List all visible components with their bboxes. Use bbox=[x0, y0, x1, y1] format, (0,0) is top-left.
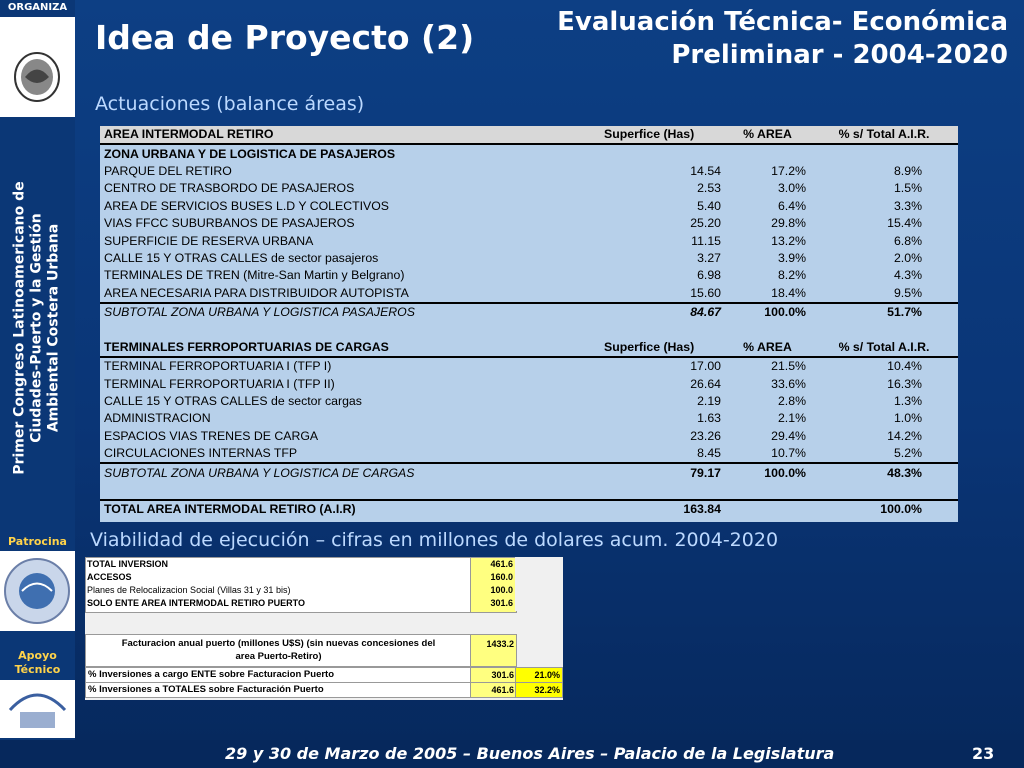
row-surface: 2.53 bbox=[697, 181, 721, 196]
group-row bbox=[100, 144, 958, 162]
subtotal-pct: 100.0% bbox=[725, 463, 810, 481]
support-logo-icon bbox=[0, 680, 75, 738]
row-pct-total: 14.2% bbox=[887, 428, 922, 443]
row-label: TERMINALES DE TREN (Mitre-San Martin y Belgrano) bbox=[104, 268, 405, 283]
row-pct-total: 5.2% bbox=[893, 446, 922, 461]
factura-label-line-1: Facturacion anual puerto (millones U$S) (sin nuevas concesiones del bbox=[121, 638, 436, 649]
row-surface: 3.27 bbox=[697, 250, 721, 265]
pct-base-value: 461.6 bbox=[491, 685, 514, 695]
total-surface: 163.84 bbox=[600, 500, 725, 518]
table-row bbox=[100, 445, 958, 463]
table-row bbox=[100, 180, 958, 197]
row-pct-area: 3.9% bbox=[777, 250, 806, 265]
row-pct-total: 6.8% bbox=[893, 233, 922, 248]
pct-label: % Inversiones a cargo ENTE sobre Facturacion Puerto bbox=[88, 669, 335, 680]
header-cell: % AREA bbox=[725, 339, 810, 357]
header-cell: TERMINALES FERROPORTUARIAS DE CARGAS bbox=[100, 339, 600, 357]
pct-base-box bbox=[470, 682, 517, 698]
subtotal-row bbox=[100, 463, 958, 481]
row-pct-area: 2.8% bbox=[777, 394, 806, 409]
viability-row bbox=[85, 584, 515, 597]
row-label: AREA DE SERVICIOS BUSES L.D Y COLECTIVOS bbox=[104, 198, 389, 213]
row-pct-total: 1.3% bbox=[893, 394, 922, 409]
sidebar bbox=[0, 0, 75, 768]
organizer-seal-icon bbox=[0, 17, 75, 117]
row-pct-area: 10.7% bbox=[771, 446, 806, 461]
congreso-title bbox=[2, 140, 72, 515]
factura-value: 1433.2 bbox=[486, 639, 514, 649]
row-pct-total: 9.5% bbox=[893, 285, 922, 300]
header-cell: AREA INTERMODAL RETIRO bbox=[100, 126, 600, 144]
row-pct-area: 17.2% bbox=[771, 163, 806, 178]
header-cell: % s/ Total A.I.R. bbox=[810, 339, 958, 357]
row-pct-area: 29.4% bbox=[771, 428, 806, 443]
table-row bbox=[100, 267, 958, 284]
header-cell: Superfice (Has) bbox=[600, 339, 725, 357]
row-label: AREA NECESARIA PARA DISTRIBUIDOR AUTOPISTA bbox=[104, 285, 409, 300]
sponsor-globe-icon bbox=[0, 551, 75, 631]
subtotal-pct: 100.0% bbox=[725, 303, 810, 321]
total-label: TOTAL AREA INTERMODAL RETIRO (A.I.R) bbox=[100, 500, 600, 518]
viability-label: Planes de Relocalizacion Social (Villas 31 y 31 bis) bbox=[87, 585, 291, 595]
row-pct-area: 13.2% bbox=[771, 233, 806, 248]
row-surface: 14.54 bbox=[690, 163, 721, 178]
organiza-logo-box bbox=[0, 17, 75, 117]
table-row bbox=[100, 232, 958, 249]
viability-panel bbox=[85, 557, 563, 700]
row-surface: 23.26 bbox=[690, 428, 721, 443]
row-label: ESPACIOS VIAS TRENES DE CARGA bbox=[104, 428, 319, 443]
subtotal-label: SUBTOTAL ZONA URBANA Y LOGISTICA PASAJEROS bbox=[100, 303, 600, 321]
factura-label bbox=[86, 637, 471, 663]
row-pct-area: 33.6% bbox=[771, 376, 806, 391]
row-label: TERMINAL FERROPORTUARIA I (TFP I) bbox=[104, 359, 332, 374]
row-surface: 26.64 bbox=[690, 376, 721, 391]
row-pct-area: 18.4% bbox=[771, 285, 806, 300]
subtotal-total-pct: 48.3% bbox=[810, 463, 958, 481]
subtotal-surface: 84.67 bbox=[600, 303, 725, 321]
subtotal-row bbox=[100, 303, 958, 321]
row-label: SUPERFICIE DE RESERVA URBANA bbox=[104, 233, 314, 248]
row-surface: 8.45 bbox=[697, 446, 721, 461]
viability-value: 160.0 bbox=[490, 572, 513, 582]
page-number: 23 bbox=[972, 744, 995, 763]
row-pct-total: 3.3% bbox=[893, 198, 922, 213]
row-surface: 2.19 bbox=[697, 394, 721, 409]
section-viabilidad-title: Viabilidad de ejecución – cifras en millones de dolares acum. 2004-2020 bbox=[90, 529, 779, 551]
congreso-line-2: Ciudades-Puerto y la Gestión bbox=[28, 212, 45, 443]
viability-value: 100.0 bbox=[490, 585, 513, 595]
table-header-row bbox=[100, 126, 958, 144]
section-actuaciones-title: Actuaciones (balance áreas) bbox=[95, 93, 365, 115]
row-label: TERMINAL FERROPORTUARIA I (TFP II) bbox=[104, 376, 335, 391]
row-surface: 17.00 bbox=[690, 359, 721, 374]
row-pct-total: 15.4% bbox=[887, 216, 922, 231]
group-label: ZONA URBANA Y DE LOGISTICA DE PASAJEROS bbox=[104, 146, 396, 161]
row-surface: 6.98 bbox=[697, 268, 721, 283]
viability-empty-col bbox=[515, 557, 561, 611]
table-row bbox=[100, 428, 958, 445]
row-surface: 1.63 bbox=[697, 411, 721, 426]
evaluation-line-1: Evaluación Técnica- Económica bbox=[557, 7, 1008, 37]
pct-result-value: 32.2% bbox=[534, 685, 560, 695]
total-row bbox=[100, 500, 958, 518]
patrocina-label: Patrocina bbox=[8, 535, 67, 548]
pct-label: % Inversiones a TOTALES sobre Facturación Puerto bbox=[88, 684, 324, 695]
table-row bbox=[100, 215, 958, 232]
viability-value: 461.6 bbox=[490, 559, 513, 569]
row-pct-area: 29.8% bbox=[771, 216, 806, 231]
table-row bbox=[100, 250, 958, 267]
table-header-row bbox=[100, 339, 958, 357]
viability-row bbox=[85, 597, 515, 610]
factura-value-box bbox=[470, 634, 517, 667]
row-surface: 11.15 bbox=[691, 233, 721, 248]
table-row bbox=[100, 285, 958, 303]
row-pct-total: 1.0% bbox=[893, 411, 922, 426]
table-row bbox=[100, 357, 958, 375]
apoyo-label bbox=[0, 649, 75, 677]
spacer-row bbox=[100, 321, 958, 338]
row-label: CIRCULACIONES INTERNAS TFP bbox=[104, 446, 298, 461]
spacer-row bbox=[100, 482, 958, 500]
row-pct-total: 16.3% bbox=[887, 376, 922, 391]
area-table-panel bbox=[100, 126, 958, 522]
table-row bbox=[100, 410, 958, 427]
subtotal-surface: 79.17 bbox=[600, 463, 725, 481]
row-label: CENTRO DE TRASBORDO DE PASAJEROS bbox=[104, 181, 355, 196]
viability-label: ACCESOS bbox=[87, 572, 132, 582]
organiza-label: ORGANIZA bbox=[7, 2, 68, 13]
page-title: Idea de Proyecto (2) bbox=[95, 18, 475, 57]
factura-label-line-2: area Puerto-Retiro) bbox=[235, 651, 322, 662]
pct-row bbox=[85, 682, 472, 698]
viability-row bbox=[85, 571, 515, 584]
support-logo-box bbox=[0, 680, 75, 738]
table-row bbox=[100, 393, 958, 410]
row-label: PARQUE DEL RETIRO bbox=[104, 163, 232, 178]
row-pct-area: 21.5% bbox=[771, 359, 806, 374]
viability-label: SOLO ENTE AREA INTERMODAL RETIRO PUERTO bbox=[87, 598, 306, 608]
row-pct-total: 4.3% bbox=[893, 268, 922, 283]
row-surface: 15.60 bbox=[690, 285, 721, 300]
row-pct-area: 6.4% bbox=[777, 198, 806, 213]
viability-label: TOTAL INVERSION bbox=[87, 559, 169, 569]
factura-box bbox=[85, 634, 472, 667]
row-surface: 5.40 bbox=[697, 198, 721, 213]
row-pct-total: 8.9% bbox=[893, 163, 922, 178]
total-pct bbox=[725, 500, 810, 518]
table-row bbox=[100, 375, 958, 392]
viability-value: 301.6 bbox=[490, 598, 513, 608]
apoyo-line-2: Técnico bbox=[14, 663, 61, 676]
table-row bbox=[100, 163, 958, 180]
row-pct-area: 8.2% bbox=[777, 268, 806, 283]
row-pct-area: 2.1% bbox=[777, 411, 806, 426]
subtotal-label: SUBTOTAL ZONA URBANA Y LOGISTICA DE CARGAS bbox=[100, 463, 600, 481]
row-pct-total: 2.0% bbox=[893, 250, 922, 265]
pct-row bbox=[85, 667, 472, 683]
header-cell: % s/ Total A.I.R. bbox=[810, 126, 958, 144]
subtotal-total-pct: 51.7% bbox=[810, 303, 958, 321]
sponsor-logo-box bbox=[0, 551, 75, 631]
row-pct-area: 3.0% bbox=[777, 181, 806, 196]
table-row bbox=[100, 198, 958, 215]
congreso-line-3: Ambiental Costera Urbana bbox=[45, 223, 62, 432]
header-cell: % AREA bbox=[725, 126, 810, 144]
row-label: VIAS FFCC SUBURBANOS DE PASAJEROS bbox=[104, 216, 355, 231]
total-total-pct: 100.0% bbox=[810, 500, 958, 518]
pct-base-value: 301.6 bbox=[491, 670, 514, 680]
row-pct-total: 10.4% bbox=[887, 359, 922, 374]
pct-base-box bbox=[470, 667, 517, 683]
row-label: CALLE 15 Y OTRAS CALLES de sector cargas bbox=[104, 394, 362, 409]
row-pct-total: 1.5% bbox=[893, 181, 922, 196]
header-cell: Superfice (Has) bbox=[600, 126, 725, 144]
row-label: CALLE 15 Y OTRAS CALLES de sector pasajeros bbox=[104, 250, 379, 265]
footer-text: 29 y 30 de Marzo de 2005 – Buenos Aires – Palacio de la Legislatura bbox=[225, 744, 835, 763]
pct-result-value: 21.0% bbox=[534, 670, 560, 680]
pct-result-box bbox=[515, 667, 563, 683]
area-table bbox=[100, 126, 958, 519]
viability-row bbox=[85, 558, 515, 571]
congreso-line-1: Primer Congreso Latinoamericano de bbox=[11, 180, 28, 475]
row-label: ADMINISTRACION bbox=[104, 411, 211, 426]
evaluation-line-2: Preliminar - 2004-2020 bbox=[671, 40, 1008, 70]
apoyo-line-1: Apoyo bbox=[18, 649, 57, 662]
evaluation-heading bbox=[557, 6, 1008, 72]
pct-result-box bbox=[515, 682, 563, 698]
row-surface: 25.20 bbox=[690, 216, 721, 231]
